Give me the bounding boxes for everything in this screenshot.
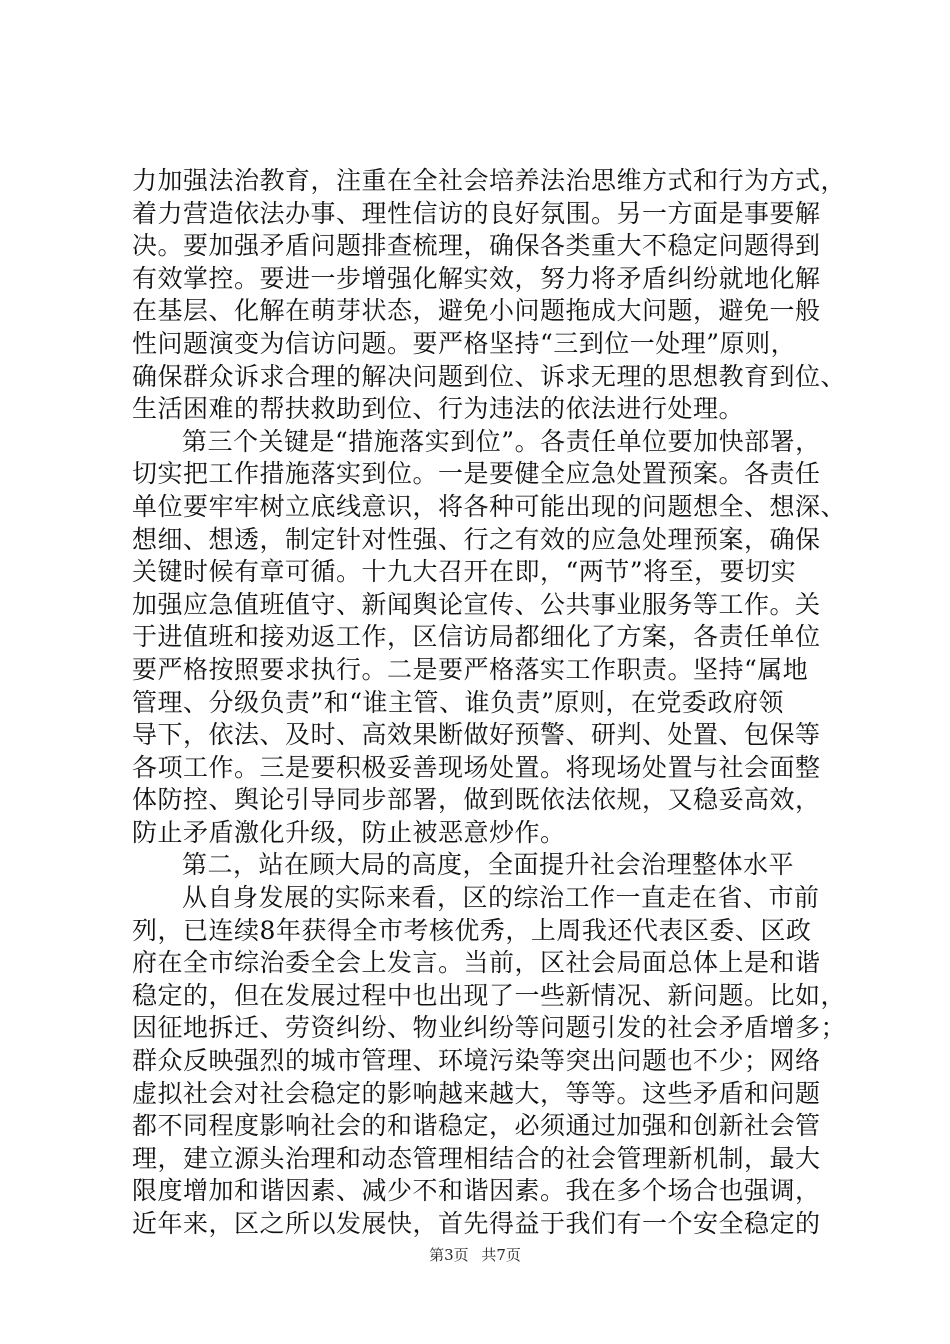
paragraph-start-line: 第三个关键是“措施落实到位”。各责任单位要加快部署， bbox=[182, 426, 821, 456]
text-line: 生活困难的帮扶救助到位、行为违法的依法进行处理。 bbox=[132, 394, 745, 424]
text-line: 决。要加强矛盾问题排查梳理，确保各类重大不稳定问题得到 bbox=[132, 231, 821, 261]
text-line: 想细、想透，制定针对性强、行之有效的应急处理预案，确保 bbox=[132, 524, 821, 554]
text-line: 力加强法治教育，注重在全社会培养法治思维方式和行为方式， bbox=[132, 166, 847, 195]
text-line: 列，已连续8年获得全市考核优秀，上周我还代表区委、区政 bbox=[132, 915, 812, 945]
text-line: 导下，依法、及时、高效果断做好预警、研判、处置、包保等 bbox=[132, 720, 821, 750]
text-line: 有效掌控。要进一步增强化解实效，努力将矛盾纠纷就地化解 bbox=[132, 263, 821, 293]
paragraph-start-line: 从自身发展的实际来看，区的综治工作一直走在省、市前 bbox=[182, 883, 820, 913]
document-body bbox=[132, 165, 847, 1241]
text-line: 加强应急值班值守、新闻舆论宣传、公共事业服务等工作。关 bbox=[132, 589, 821, 619]
text-line: 理，建立源头治理和动态管理相结合的社会管理新机制，最大 bbox=[132, 1143, 821, 1173]
text-line: 因征地拆迁、劳资纠纷、物业纠纷等问题引发的社会矛盾增多； bbox=[132, 1013, 847, 1043]
text-line: 府在全市综治委全会上发言。当前，区社会局面总体上是和谐 bbox=[132, 948, 821, 978]
page-footer bbox=[0, 1244, 950, 1265]
text-line: 防止矛盾激化升级，防止被恶意炒作。 bbox=[132, 817, 566, 847]
text-line: 近年来，区之所以发展快，首先得益于我们有一个安全稳定的 bbox=[132, 1209, 821, 1238]
text-line: 性问题演变为信访问题。要严格坚持“三到位一处理”原则， bbox=[132, 328, 797, 358]
text-line: 群众反映强烈的城市管理、环境污染等突出问题也不少；网络 bbox=[132, 1046, 821, 1076]
text-line: 要严格按照要求执行。二是要严格落实工作职责。坚持“属地 bbox=[132, 654, 809, 684]
text-line: 着力营造依法办事、理性信访的良好氛围。另一方面是事要解 bbox=[132, 198, 821, 228]
page-total: 共7页 bbox=[481, 1246, 521, 1264]
text-line: 在基层、化解在萌芽状态，避免小问题拖成大问题，避免一般 bbox=[132, 296, 821, 326]
text-line: 关键时候有章可循。十九大召开在即，“两节”将至，要切实 bbox=[132, 557, 797, 587]
text-line: 确保群众诉求合理的解决问题到位、诉求无理的思想教育到位、 bbox=[132, 361, 847, 391]
text-line: 都不同程度影响社会的和谐稳定，必须通过加强和创新社会管 bbox=[132, 1111, 821, 1141]
text-line: 各项工作。三是要积极妥善现场处置。将现场处置与社会面整 bbox=[132, 752, 821, 782]
text-line: 管理、分级负责”和“谁主管、谁负责”原则，在党委政府领 bbox=[132, 687, 784, 717]
text-line: 虚拟社会对社会稳定的影响越来越大，等等。这些矛盾和问题 bbox=[132, 1078, 821, 1108]
page-number: 第3页 bbox=[429, 1246, 469, 1264]
text-line: 单位要牢牢树立底线意识，将各种可能出现的问题想全、想深、 bbox=[132, 491, 847, 521]
section-heading: 第二，站在顾大局的高度，全面提升社会治理整体水平 bbox=[182, 850, 795, 880]
text-line: 限度增加和谐因素、减少不和谐因素。我在多个场合也强调， bbox=[132, 1176, 821, 1206]
text-line: 于进值班和接劝返工作，区信访局都细化了方案，各责任单位 bbox=[132, 622, 821, 652]
text-line: 切实把工作措施落实到位。一是要健全应急处置预案。各责任 bbox=[132, 459, 821, 489]
text-line: 稳定的，但在发展过程中也出现了一些新情况、新问题。比如， bbox=[132, 980, 847, 1010]
text-line: 体防控、舆论引导同步部署，做到既依法依规，又稳妥高效， bbox=[132, 785, 821, 815]
